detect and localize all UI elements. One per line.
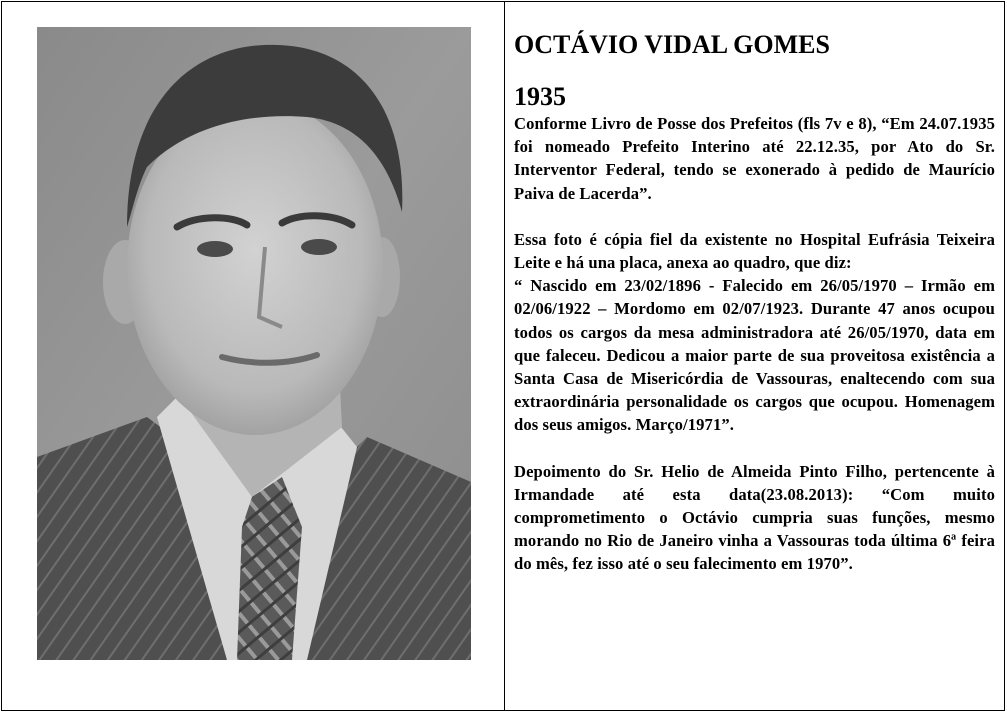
portrait-photo bbox=[37, 27, 471, 660]
paragraph-depoimento: Depoimento do Sr. Helio de Almeida Pinto Filho, pertencente à Irmandade até esta data(23.08.2013): “Com muito comprometimento o Octávio cumpria suas funções, mesmo morando no Rio de Janeiro vinha a Vassouras toda última 6ª feira do mês, fez isso até o seu falecimento em 1970”. bbox=[514, 461, 995, 574]
column-divider bbox=[504, 2, 505, 710]
paragraph-posse: Conforme Livro de Posse dos Prefeitos (fls 7v e 8), “Em 24.07.1935 foi nomeado Prefeito Interino até 22.12.35, por Ato do Sr. Interventor Federal, tendo se exonerado à pedido de Maurício Paiva de Lacerda”. bbox=[514, 114, 995, 203]
paragraph-placa: “ Nascido em 23/02/1896 - Falecido em 26/05/1970 – Irmão em 02/06/1922 – Mordomo em 02/07/1923. Durante 47 anos ocupou todos os cargos da mesa administradora até 26/05/1970, data em que faleceu. Dedicou a maior parte de sua proveitosa existência a Santa Casa de Misericórdia de Vassouras, enaltecendo com sua extraordinária personalidade os cargos que ocupou. Homenagem dos seus amigos. Março/1971”. bbox=[514, 276, 995, 435]
text-column bbox=[514, 28, 995, 576]
year-heading: 1935 bbox=[514, 82, 566, 111]
person-name: OCTÁVIO VIDAL GOMES bbox=[514, 30, 830, 59]
paragraph-foto: Essa foto é cópia fiel da existente no Hospital Eufrásia Teixeira Leite e há una placa, anexa ao quadro, que diz: bbox=[514, 229, 995, 273]
